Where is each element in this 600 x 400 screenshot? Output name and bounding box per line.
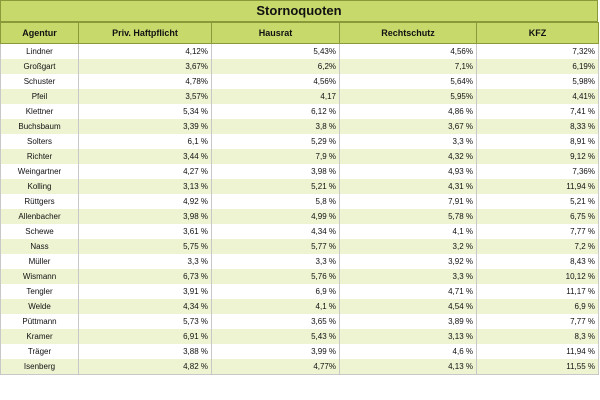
cell-agentur[interactable]: Rüttgers [1,194,79,209]
cell-kfz[interactable]: 7,32% [477,44,599,60]
cell-priv-haftpflicht[interactable]: 4,92 % [79,194,212,209]
cell-kfz[interactable]: 7,77 % [477,224,599,239]
cell-kfz[interactable]: 6,75 % [477,209,599,224]
cell-hausrat[interactable]: 5,8 % [212,194,340,209]
cell-priv-haftpflicht[interactable]: 3,39 % [79,119,212,134]
table-row [1,359,599,375]
cell-hausrat[interactable]: 7,9 % [212,149,340,164]
header-priv-haftpflicht: Priv. Haftpflicht [79,23,212,44]
cell-agentur[interactable]: Kramer [1,329,79,344]
cell-priv-haftpflicht[interactable]: 3,67% [79,59,212,74]
cell-agentur[interactable]: Isenberg [1,359,79,375]
cell-rechtschutz[interactable]: 4,31 % [340,179,477,194]
cell-hausrat[interactable]: 4,1 % [212,299,340,314]
cell-rechtschutz[interactable]: 4,1 % [340,224,477,239]
cell-rechtschutz[interactable]: 7,91 % [340,194,477,209]
cell-priv-haftpflicht[interactable]: 4,82 % [79,359,212,375]
cell-rechtschutz[interactable]: 3,92 % [340,254,477,269]
cell-kfz[interactable]: 11,94 % [477,344,599,359]
cell-kfz[interactable]: 7,2 % [477,239,599,254]
cell-kfz[interactable]: 8,3 % [477,329,599,344]
cell-hausrat[interactable]: 5,29 % [212,134,340,149]
table-row [1,269,599,284]
cell-kfz[interactable]: 8,91 % [477,134,599,149]
cell-agentur[interactable]: Klettner [1,104,79,119]
table-row [1,164,599,179]
cell-rechtschutz[interactable]: 3,89 % [340,314,477,329]
cell-kfz[interactable]: 5,98% [477,74,599,89]
table-row [1,299,599,314]
cell-hausrat[interactable]: 3,99 % [212,344,340,359]
table-row [1,239,599,254]
cell-rechtschutz[interactable]: 4,56% [340,44,477,60]
cell-priv-haftpflicht[interactable]: 6,1 % [79,134,212,149]
cell-rechtschutz[interactable]: 4,93 % [340,164,477,179]
cell-kfz[interactable]: 8,33 % [477,119,599,134]
header-hausrat: Hausrat [212,23,340,44]
cell-hausrat[interactable]: 6,2% [212,59,340,74]
cell-rechtschutz[interactable]: 4,71 % [340,284,477,299]
header-rechtschutz: Rechtschutz [340,23,477,44]
table-row [1,329,599,344]
table-row [1,104,599,119]
cell-kfz[interactable]: 11,55 % [477,359,599,375]
cell-kfz[interactable]: 10,12 % [477,269,599,284]
table-row [1,344,599,359]
table-row [1,284,599,299]
cell-hausrat[interactable]: 3,8 % [212,119,340,134]
cell-rechtschutz[interactable]: 5,64% [340,74,477,89]
cell-agentur[interactable]: Buchsbaum [1,119,79,134]
cell-rechtschutz[interactable]: 4,13 % [340,359,477,375]
cell-hausrat[interactable]: 5,77 % [212,239,340,254]
cell-rechtschutz[interactable]: 5,78 % [340,209,477,224]
cell-agentur[interactable]: Kolling [1,179,79,194]
table-title: Stornoquoten [0,0,598,22]
table-row [1,119,599,134]
cell-kfz[interactable]: 11,94 % [477,179,599,194]
cell-rechtschutz[interactable]: 4,86 % [340,104,477,119]
cell-hausrat[interactable]: 3,65 % [212,314,340,329]
cell-kfz[interactable]: 7,41 % [477,104,599,119]
cell-hausrat[interactable]: 5,21 % [212,179,340,194]
cell-hausrat[interactable]: 4,77% [212,359,340,375]
cell-hausrat[interactable]: 5,76 % [212,269,340,284]
cell-priv-haftpflicht[interactable]: 5,73 % [79,314,212,329]
table-row [1,179,599,194]
cell-hausrat[interactable]: 6,12 % [212,104,340,119]
cell-kfz[interactable]: 4,41% [477,89,599,104]
header-agentur: Agentur [1,23,79,44]
cell-rechtschutz[interactable]: 4,32 % [340,149,477,164]
cell-kfz[interactable]: 5,21 % [477,194,599,209]
cell-hausrat[interactable]: 4,34 % [212,224,340,239]
cell-agentur[interactable]: Richter [1,149,79,164]
cell-kfz[interactable]: 6,19% [477,59,599,74]
table-row [1,314,599,329]
cell-rechtschutz[interactable]: 5,95% [340,89,477,104]
cell-priv-haftpflicht[interactable]: 6,73 % [79,269,212,284]
cell-kfz[interactable]: 9,12 % [477,149,599,164]
table-row [1,224,599,239]
cell-kfz[interactable]: 6,9 % [477,299,599,314]
cell-rechtschutz[interactable]: 3,13 % [340,329,477,344]
cell-agentur[interactable]: Müller [1,254,79,269]
cell-agentur[interactable]: Schewe [1,224,79,239]
cell-agentur[interactable]: Großgart [1,59,79,74]
table-row [1,134,599,149]
cell-priv-haftpflicht[interactable]: 3,44 % [79,149,212,164]
cell-priv-haftpflicht[interactable]: 3,91 % [79,284,212,299]
cell-agentur[interactable]: Wismann [1,269,79,284]
cell-priv-haftpflicht[interactable]: 4,34 % [79,299,212,314]
cell-priv-haftpflicht[interactable]: 4,27 % [79,164,212,179]
cell-hausrat[interactable]: 3,98 % [212,164,340,179]
table-row [1,44,599,60]
cell-priv-haftpflicht[interactable]: 5,75 % [79,239,212,254]
cell-rechtschutz[interactable]: 4,6 % [340,344,477,359]
cell-agentur[interactable]: Tengler [1,284,79,299]
cell-agentur[interactable]: Allenbacher [1,209,79,224]
table-row [1,209,599,224]
cell-kfz[interactable]: 7,36% [477,164,599,179]
table-row [1,89,599,104]
table-row [1,194,599,209]
cell-agentur[interactable]: Schuster [1,74,79,89]
table-row [1,59,599,74]
cell-hausrat[interactable]: 4,99 % [212,209,340,224]
cell-priv-haftpflicht[interactable]: 3,61 % [79,224,212,239]
header-row [1,23,599,44]
cell-rechtschutz[interactable]: 4,54 % [340,299,477,314]
cell-rechtschutz[interactable]: 3,3 % [340,269,477,284]
table-row [1,254,599,269]
header-kfz: KFZ [477,23,599,44]
cell-agentur[interactable]: Weingartner [1,164,79,179]
cell-priv-haftpflicht[interactable]: 3,98 % [79,209,212,224]
cell-hausrat[interactable]: 5,43% [212,44,340,60]
table-row [1,74,599,89]
cell-hausrat[interactable]: 3,3 % [212,254,340,269]
table-row [1,149,599,164]
cell-agentur[interactable]: Pfeil [1,89,79,104]
cell-priv-haftpflicht[interactable]: 5,34 % [79,104,212,119]
cell-agentur[interactable]: Welde [1,299,79,314]
cell-hausrat[interactable]: 4,17 [212,89,340,104]
cell-agentur[interactable]: Lindner [1,44,79,60]
cell-agentur[interactable]: Püttmann [1,314,79,329]
cell-hausrat[interactable]: 6,9 % [212,284,340,299]
cell-rechtschutz[interactable]: 3,3 % [340,134,477,149]
cell-kfz[interactable]: 8,43 % [477,254,599,269]
cell-rechtschutz[interactable]: 3,67 % [340,119,477,134]
cell-priv-haftpflicht[interactable]: 4,78% [79,74,212,89]
stornoquoten-table [0,22,599,375]
cell-rechtschutz[interactable]: 7,1% [340,59,477,74]
cell-priv-haftpflicht[interactable]: 3,3 % [79,254,212,269]
cell-agentur[interactable]: Träger [1,344,79,359]
cell-hausrat[interactable]: 5,43 % [212,329,340,344]
cell-agentur[interactable]: Nass [1,239,79,254]
cell-priv-haftpflicht[interactable]: 6,91 % [79,329,212,344]
cell-agentur[interactable]: Solters [1,134,79,149]
cell-priv-haftpflicht[interactable]: 3,57% [79,89,212,104]
cell-kfz[interactable]: 7,77 % [477,314,599,329]
cell-priv-haftpflicht[interactable]: 3,88 % [79,344,212,359]
cell-priv-haftpflicht[interactable]: 4,12% [79,44,212,60]
cell-hausrat[interactable]: 4,56% [212,74,340,89]
cell-rechtschutz[interactable]: 3,2 % [340,239,477,254]
cell-priv-haftpflicht[interactable]: 3,13 % [79,179,212,194]
cell-kfz[interactable]: 11,17 % [477,284,599,299]
